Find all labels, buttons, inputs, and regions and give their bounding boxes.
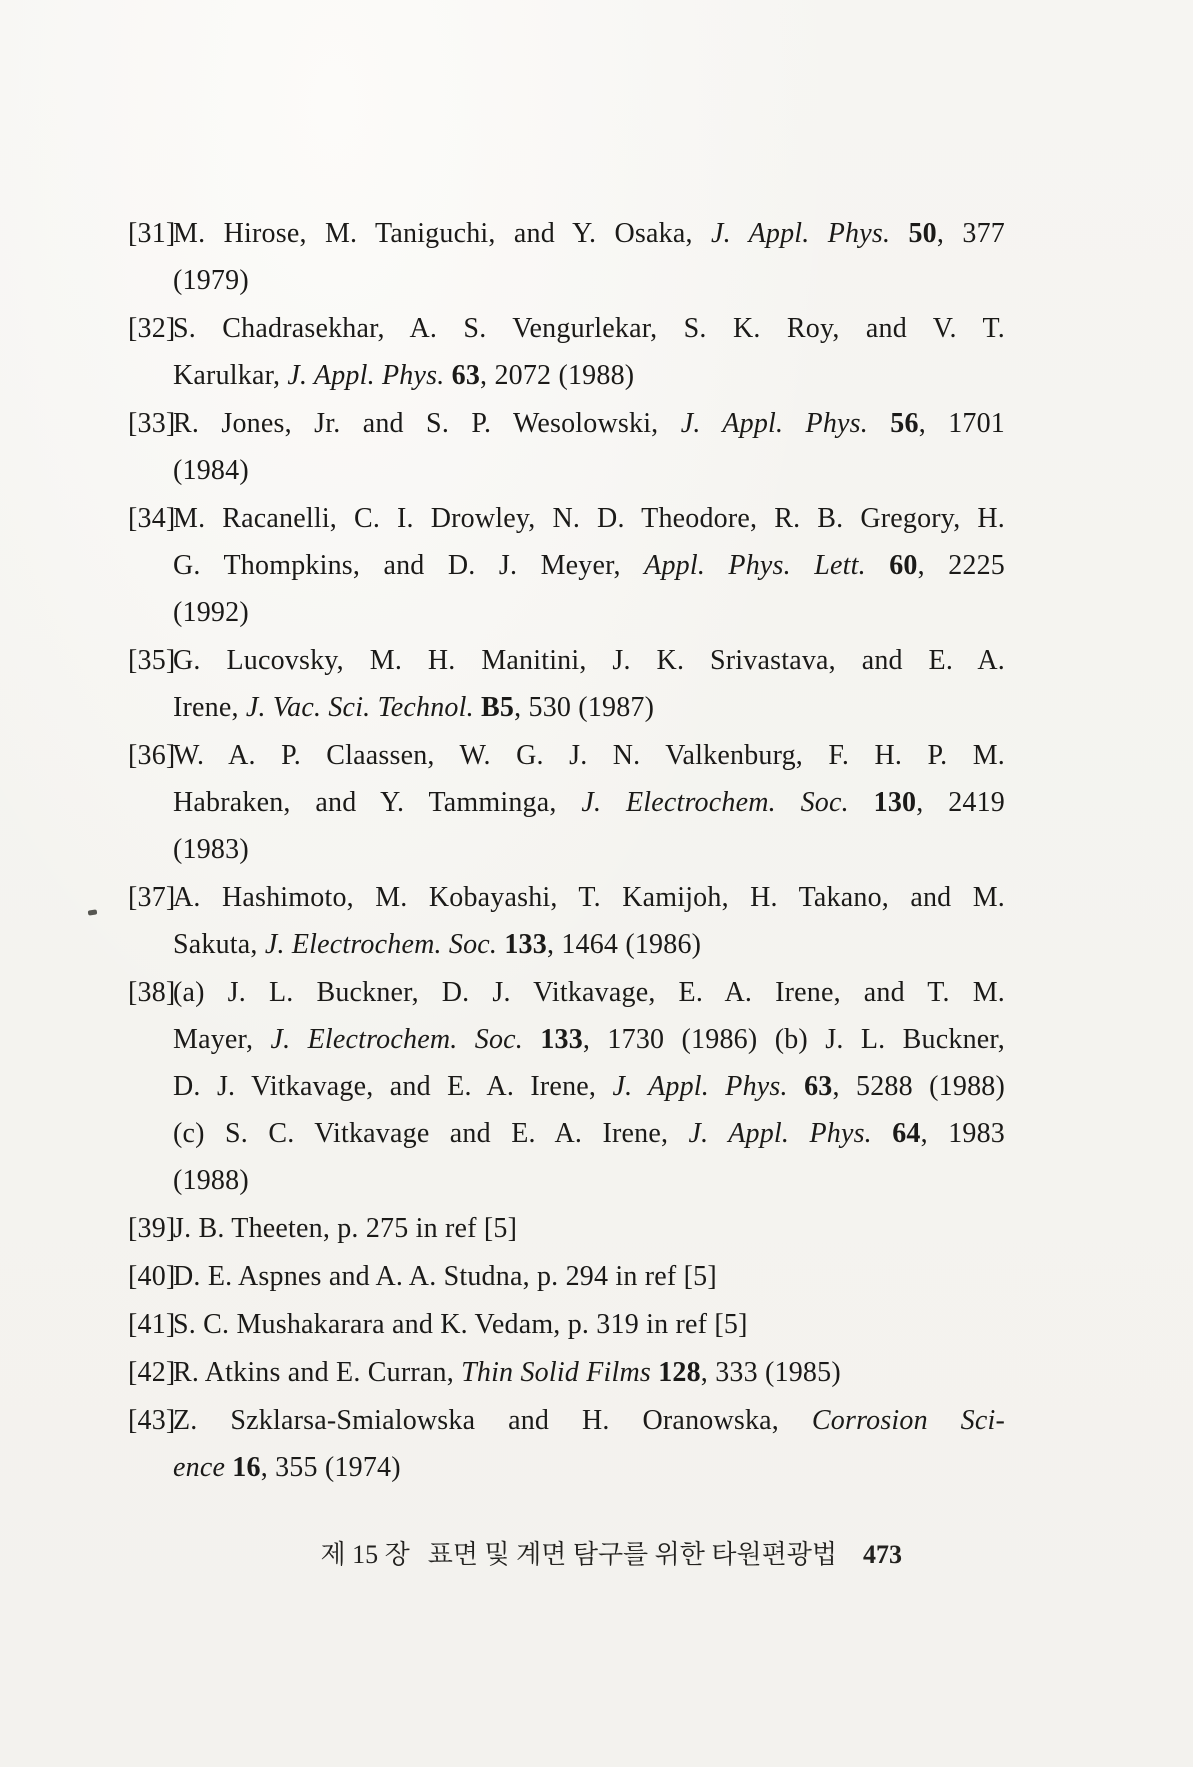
reference-line xyxy=(128,1301,1005,1348)
reference-line xyxy=(128,969,1005,1016)
reference-text: S. C. Mushakarara and K. Vedam, p. 319 in ref [5] xyxy=(173,1309,748,1340)
volume-number: 56 xyxy=(890,408,919,439)
reference-line xyxy=(128,400,1005,447)
journal-name: J. Appl. Phys. xyxy=(680,408,868,439)
journal-name: J. Appl. Phys. xyxy=(612,1071,788,1102)
reference-text: , 2419 xyxy=(916,787,1006,818)
journal-name: J. Appl. Phys. xyxy=(688,1118,872,1149)
reference-line xyxy=(128,1157,1005,1204)
reference-text: , 2072 (1988) xyxy=(480,360,635,391)
reference-text: Karulkar, xyxy=(173,360,288,391)
reference-entry xyxy=(128,1397,1005,1491)
journal-name: Appl. Phys. Lett. xyxy=(644,550,866,581)
reference-text: D. J. Vitkavage, and E. A. Irene, xyxy=(173,1071,613,1102)
volume-number: B5 xyxy=(481,692,515,723)
volume-number: 16 xyxy=(232,1452,261,1483)
reference-label: [33] xyxy=(128,408,176,439)
reference-text xyxy=(890,218,908,249)
reference-text: Mayer, xyxy=(173,1024,271,1055)
reference-line xyxy=(128,732,1005,779)
reference-line xyxy=(128,1016,1005,1063)
reference-entry xyxy=(128,969,1005,1204)
reference-text: Irene, xyxy=(173,692,246,723)
footer-chapter-title: 표면 및 계면 탐구를 위한 타원편광법 xyxy=(427,1540,837,1569)
reference-line xyxy=(128,305,1005,352)
reference-entry xyxy=(128,732,1005,873)
reference-text: Habraken, and Y. Tamminga, xyxy=(173,787,582,818)
journal-name: Corrosion Sci- xyxy=(811,1405,1005,1436)
reference-text: W. A. P. Claassen, W. G. J. N. Valkenburg, F. H. P. M. xyxy=(173,740,1005,771)
reference-line xyxy=(128,874,1005,921)
reference-text xyxy=(872,1118,892,1149)
reference-text: (1992) xyxy=(173,597,249,628)
reference-text: J. B. Theeten, p. 275 in ref [5] xyxy=(173,1213,518,1244)
reference-text xyxy=(523,1024,540,1055)
reference-label: [37] xyxy=(128,882,176,913)
reference-text: G. Lucovsky, M. H. Manitini, J. K. Srivastava, and E. A. xyxy=(173,645,1005,676)
reference-label: [34] xyxy=(128,503,176,534)
reference-line xyxy=(128,1063,1005,1110)
reference-line xyxy=(128,826,1005,873)
reference-label: [40] xyxy=(128,1261,176,1292)
reference-line xyxy=(128,1444,1005,1491)
reference-label: [39] xyxy=(128,1213,176,1244)
volume-number: 60 xyxy=(889,550,918,581)
reference-label: [41] xyxy=(128,1309,176,1340)
reference-line xyxy=(128,495,1005,542)
reference-label: [38] xyxy=(128,977,176,1008)
reference-entry xyxy=(128,874,1005,968)
reference-text: Sakuta, xyxy=(173,929,265,960)
volume-number: 63 xyxy=(804,1071,833,1102)
reference-label: [35] xyxy=(128,645,176,676)
reference-text: , 333 (1985) xyxy=(700,1357,841,1388)
reference-text: , 377 xyxy=(936,218,1005,249)
reference-text: (1988) xyxy=(173,1165,249,1196)
reference-text: R. Jones, Jr. and S. P. Wesolowski, xyxy=(173,408,681,439)
volume-number: 50 xyxy=(908,218,937,249)
reference-text: , 355 (1974) xyxy=(260,1452,401,1483)
journal-name: J. Electrochem. Soc. xyxy=(581,787,849,818)
reference-line xyxy=(128,1253,1005,1300)
reference-line xyxy=(128,542,1005,589)
reference-text: Z. Szklarsa-Smialowska and H. Oranowska, xyxy=(173,1405,812,1436)
volume-number: 128 xyxy=(658,1357,701,1388)
journal-name: J. Appl. Phys. xyxy=(710,218,891,249)
journal-name: ence xyxy=(173,1452,226,1483)
journal-name: J. Vac. Sci. Technol. xyxy=(245,692,474,723)
reference-line xyxy=(128,589,1005,636)
reference-entry xyxy=(128,1253,1005,1300)
reference-text: (1979) xyxy=(173,265,249,296)
reference-text: S. Chadrasekhar, A. S. Vengurlekar, S. K. Roy, and V. T. xyxy=(173,313,1005,344)
footer-chapter-number: 제 15 장 xyxy=(320,1540,410,1569)
reference-label: [32] xyxy=(128,313,176,344)
reference-label: [31] xyxy=(128,218,176,249)
reference-line xyxy=(128,1110,1005,1157)
reference-text xyxy=(444,360,451,391)
reference-entry xyxy=(128,1205,1005,1252)
volume-number: 63 xyxy=(451,360,481,391)
reference-entry xyxy=(128,1349,1005,1396)
reference-text: A. Hashimoto, M. Kobayashi, T. Kamijoh, H. Takano, and M. xyxy=(173,882,1005,913)
reference-text: G. Thompkins, and D. J. Meyer, xyxy=(173,550,645,581)
reference-text: , 1983 xyxy=(920,1118,1005,1149)
reference-entry xyxy=(128,495,1005,636)
reference-line xyxy=(128,352,1005,399)
reference-line xyxy=(128,447,1005,494)
reference-text: , 530 (1987) xyxy=(514,692,655,723)
reference-text xyxy=(788,1071,804,1102)
reference-entry xyxy=(128,637,1005,731)
reference-text: M. Racanelli, C. I. Drowley, N. D. Theodore, R. B. Gregory, H. xyxy=(173,503,1005,534)
reference-text: (1984) xyxy=(173,455,249,486)
reference-text xyxy=(868,408,890,439)
volume-number: 133 xyxy=(504,929,547,960)
reference-text: R. Atkins and E. Curran, xyxy=(173,1357,462,1388)
reference-text: , 1701 xyxy=(918,408,1005,439)
reference-line xyxy=(128,1397,1005,1444)
reference-entry xyxy=(128,210,1005,304)
reference-entry xyxy=(128,305,1005,399)
reference-line xyxy=(128,779,1005,826)
reference-label: [42] xyxy=(128,1357,176,1388)
reference-text: (a) J. L. Buckner, D. J. Vitkavage, E. A. Irene, and T. M. xyxy=(173,977,1005,1008)
reference-line xyxy=(128,637,1005,684)
page-footer xyxy=(321,1538,902,1572)
volume-number: 130 xyxy=(873,787,917,818)
reference-entry xyxy=(128,400,1005,494)
reference-line xyxy=(128,921,1005,968)
reference-line xyxy=(128,1349,1005,1396)
reference-line xyxy=(128,1205,1005,1252)
reference-text: (c) S. C. Vitkavage and E. A. Irene, xyxy=(173,1118,689,1149)
journal-name: J. Appl. Phys. xyxy=(287,360,445,391)
journal-name: Thin Solid Films xyxy=(461,1357,651,1388)
reference-text xyxy=(866,550,889,581)
reference-text xyxy=(849,787,874,818)
reference-line xyxy=(128,684,1005,731)
journal-name: J. Electrochem. Soc. xyxy=(264,929,498,960)
reference-entry xyxy=(128,1301,1005,1348)
reference-text: , 2225 xyxy=(917,550,1006,581)
reference-label: [43] xyxy=(128,1405,176,1436)
footer-page-number: 473 xyxy=(863,1540,902,1569)
reference-label: [36] xyxy=(128,740,176,771)
reference-line xyxy=(128,257,1005,304)
volume-number: 64 xyxy=(892,1118,921,1149)
reference-text: D. E. Aspnes and A. A. Studna, p. 294 in ref [5] xyxy=(173,1261,717,1292)
reference-text: , 1730 (1986) (b) J. L. Buckner, xyxy=(582,1024,1005,1055)
reference-text: , 5288 (1988) xyxy=(832,1071,1005,1102)
volume-number: 133 xyxy=(540,1024,583,1055)
journal-name: J. Electrochem. Soc. xyxy=(270,1024,523,1055)
reference-text: M. Hirose, M. Taniguchi, and Y. Osaka, xyxy=(173,218,711,249)
reference-line xyxy=(128,210,1005,257)
reference-text: , 1464 (1986) xyxy=(546,929,702,960)
reference-text: (1983) xyxy=(173,834,249,865)
reference-text xyxy=(474,692,481,723)
